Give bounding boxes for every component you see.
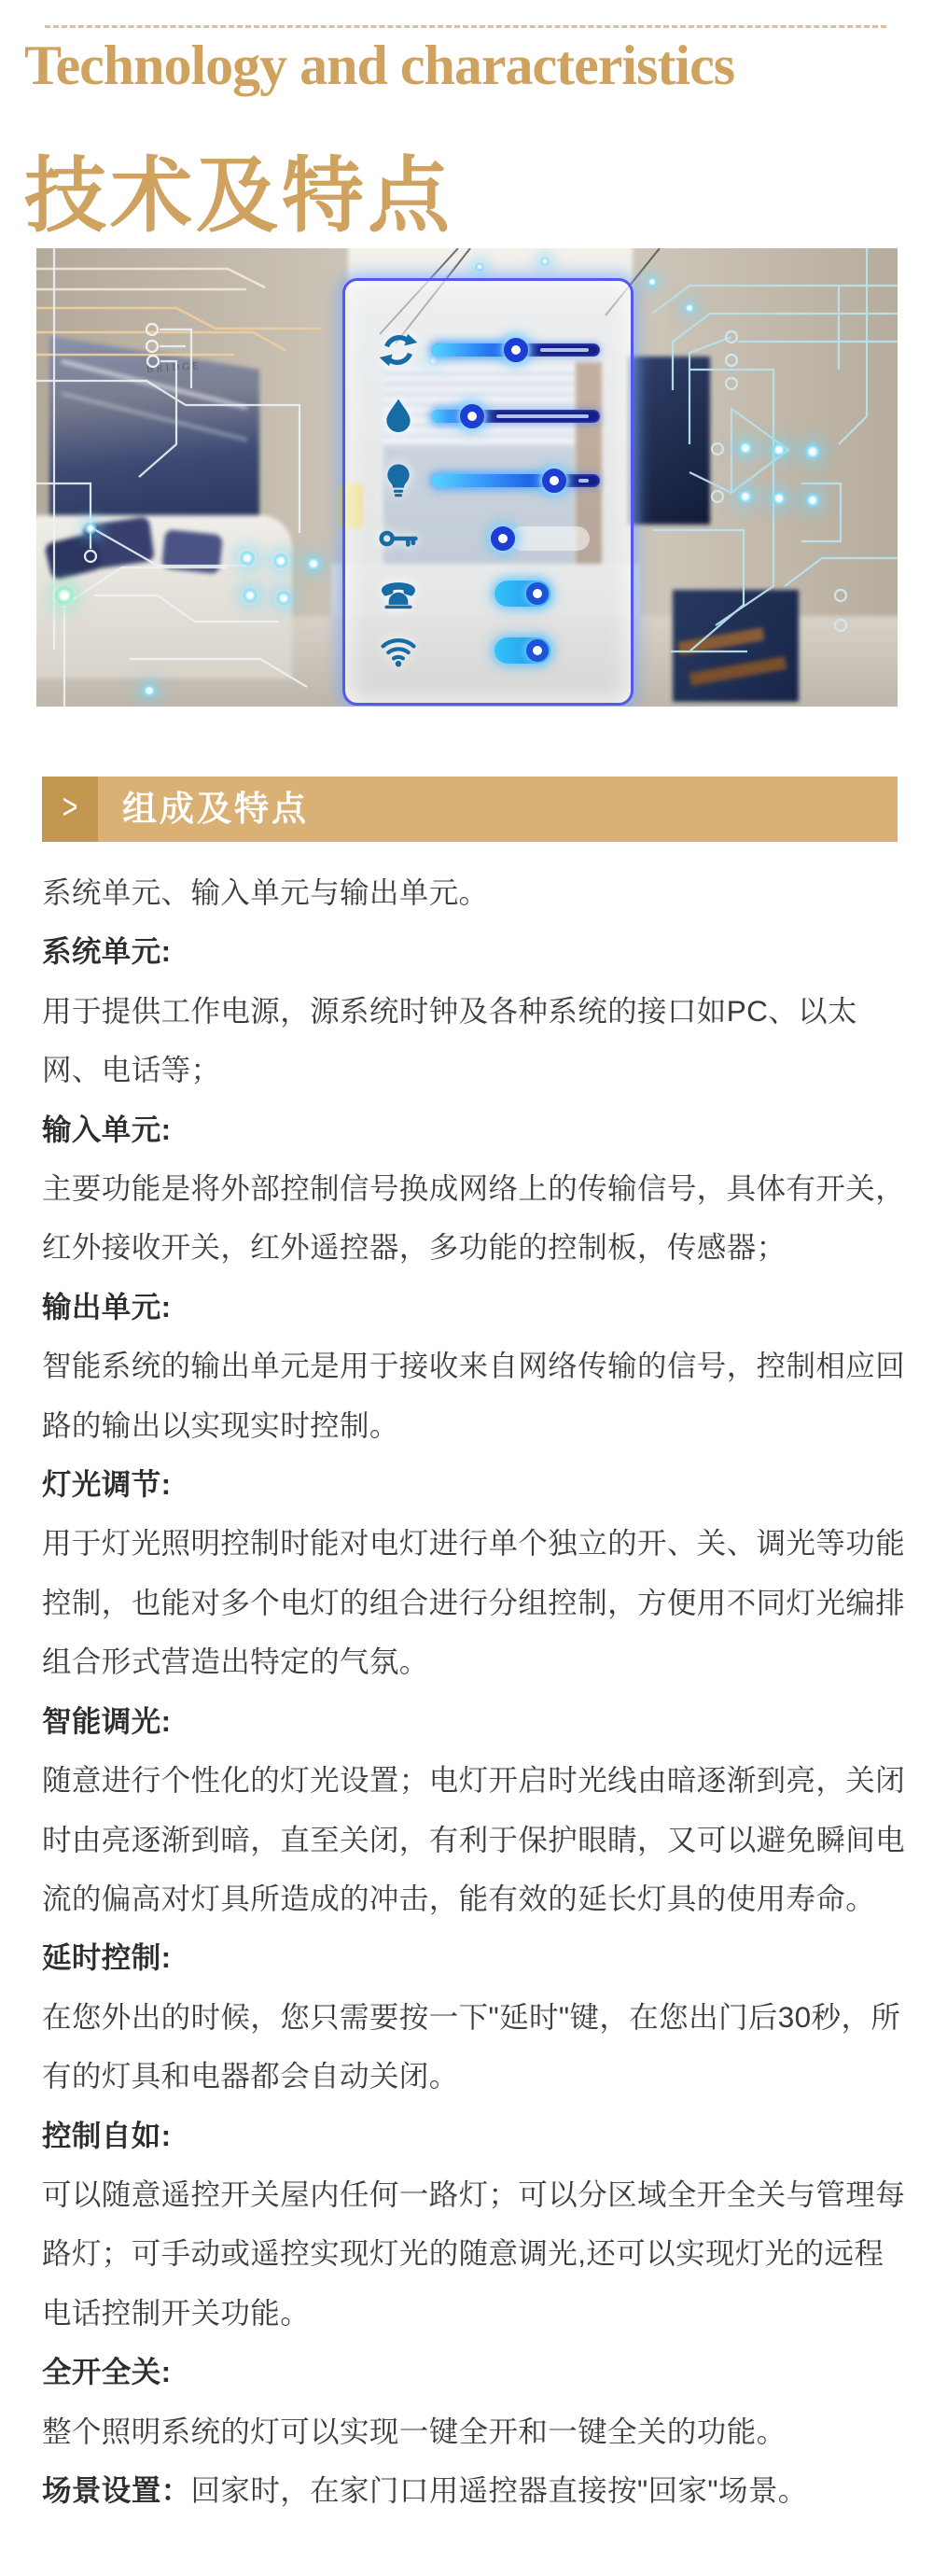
glow-node bbox=[736, 439, 755, 457]
text-line: 场景设置：回家时，在家门口用遥控器直接按"回家"场景。 bbox=[42, 2472, 808, 2507]
glow-node bbox=[539, 256, 550, 267]
page-title-en: Technology and characteristics bbox=[24, 35, 735, 96]
hero-image bbox=[36, 248, 898, 707]
text-line: 输入单元: bbox=[42, 1112, 172, 1146]
glow-node bbox=[802, 441, 823, 462]
wifi-icon bbox=[377, 629, 420, 672]
section-bar bbox=[98, 777, 898, 842]
text-line: 控制自如: bbox=[42, 2118, 172, 2152]
text-line: 用于提供工作电源，源系统时钟及各种系统的接口如PC、以太 bbox=[42, 993, 857, 1028]
text-line: 用于灯光照明控制时能对电灯进行单个独立的开、关、调光等功能 bbox=[42, 1526, 906, 1561]
text-line: 输出单元: bbox=[42, 1289, 172, 1323]
glow-node bbox=[83, 521, 98, 536]
chevron-icon: > bbox=[62, 787, 78, 827]
faint-pill bbox=[509, 526, 590, 551]
text-line: 主要功能是将外部控制信号换成网络上的传输信号，具体有开关， bbox=[42, 1171, 906, 1206]
slider-streak bbox=[540, 348, 589, 352]
slider-knob bbox=[460, 404, 484, 428]
text-line: 红外接收开关，红外遥控器，多功能的控制板，传感器； bbox=[42, 1230, 787, 1265]
chevron-box bbox=[42, 777, 98, 842]
text-line: 流的偏高对灯具所造成的冲击，能有效的延长灯具的使用寿命。 bbox=[42, 1881, 876, 1915]
text-line: 电话控制开关功能。 bbox=[42, 2295, 311, 2330]
slider-fill bbox=[432, 474, 554, 487]
slider-streak bbox=[496, 414, 589, 418]
phone-icon bbox=[377, 572, 420, 615]
glow-node bbox=[272, 552, 290, 570]
text-line: 在您外出的时候，您只需要按一下"延时"键，在您出门后30秒，所 bbox=[42, 1999, 901, 2034]
lightbulb-icon bbox=[377, 459, 420, 502]
slider-track bbox=[432, 410, 600, 423]
text-line: 智能调光: bbox=[42, 1703, 172, 1738]
glow-node bbox=[683, 301, 696, 315]
text-line: 有的灯具和电器都会自动关闭。 bbox=[42, 2059, 459, 2093]
text-line: 随意进行个性化的灯光设置；电灯开启时光线由暗逐渐到亮，关闭 bbox=[42, 1763, 906, 1798]
article-body bbox=[42, 863, 906, 2520]
wall-text: BRIDGE bbox=[146, 359, 202, 376]
indicator-knob bbox=[491, 526, 515, 551]
page-title-zh: 技术及特点 bbox=[24, 152, 454, 243]
glow-node bbox=[304, 554, 323, 573]
text-line: 灯光调节: bbox=[42, 1467, 172, 1502]
slider-track bbox=[432, 474, 600, 487]
text-line: 延时控制: bbox=[42, 1940, 172, 1975]
text-line: 控制，也能对多个电灯的组合进行分组控制，方便用不同灯光编排 bbox=[42, 1585, 906, 1619]
smart-control-panel bbox=[342, 278, 634, 706]
toggle-knob bbox=[526, 639, 549, 662]
slider-knob bbox=[504, 338, 528, 362]
text-line: 整个照明系统的灯可以实现一键全开和一键全关的功能。 bbox=[42, 2414, 787, 2448]
slider-streak bbox=[578, 479, 589, 483]
text-line: 网、电话等； bbox=[42, 1053, 221, 1087]
key-icon bbox=[377, 517, 420, 560]
top-dashed-divider bbox=[45, 25, 886, 28]
text-line: 智能系统的输出单元是用于接收来自网络传输的信号，控制相应回 bbox=[42, 1349, 906, 1383]
text-line: 路的输出以实现实时控制。 bbox=[42, 1407, 399, 1442]
glow-node bbox=[770, 489, 788, 508]
glow-node bbox=[52, 583, 77, 608]
glow-node bbox=[736, 487, 755, 506]
section-header bbox=[42, 777, 898, 842]
toggle-switch-on bbox=[494, 637, 550, 664]
glow-node bbox=[474, 261, 485, 273]
glow-node bbox=[803, 491, 822, 510]
text-line: 系统单元、输入单元与输出单元。 bbox=[42, 875, 489, 909]
text-line: 组合形式营造出特定的气氛。 bbox=[42, 1645, 429, 1679]
recycle-icon bbox=[377, 329, 420, 371]
water-drop-icon bbox=[377, 395, 420, 438]
glow-node bbox=[274, 589, 293, 608]
section-title: 组成及特点 bbox=[122, 790, 309, 828]
glow-node bbox=[238, 549, 257, 567]
slider-knob bbox=[542, 469, 566, 493]
toggle-switch-on bbox=[494, 581, 550, 607]
toggle-knob bbox=[526, 582, 549, 605]
glow-node bbox=[241, 586, 259, 605]
text-line: 系统单元: bbox=[42, 934, 172, 969]
text-line: 全开全关: bbox=[42, 2355, 172, 2389]
text-line: 可以随意遥控开关屋内任何一路灯；可以分区域全开全关与管理每 bbox=[42, 2177, 906, 2211]
glow-node bbox=[646, 275, 659, 288]
glow-node bbox=[141, 682, 158, 699]
glow-node bbox=[770, 441, 788, 459]
text-line: 时由亮逐渐到暗，直至关闭，有利于保护眼睛，又可以避免瞬间电 bbox=[42, 1822, 906, 1856]
text-line: 路灯；可手动或遥控实现灯光的随意调光,还可以实现灯光的远程 bbox=[42, 2236, 884, 2271]
